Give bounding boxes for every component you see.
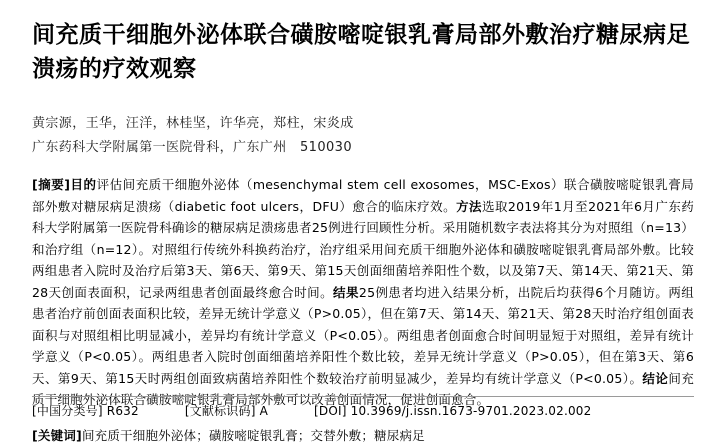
keywords-text: 间充质干细胞外泌体；磺胺嘧啶银乳膏；交替外敷；糖尿病足	[81, 427, 425, 443]
abstract-methods-text: 选取2019年1月至2021年6月广东药科大学附属第一医院骨科确诊的糖尿病足溃疡患者25例进行回顾性分析。采用随机数字表法将其分为对照组（n=13）和治疗组（n=12）。对照组行传统外科换药治疗，治疗组采用间充质干细胞外泌体和磺胺嘧啶银乳膏局部外敷。比较两组患者入院时及治疗后第3天、第6天、第9天、第15天创面细菌培养阳性个数，以及第7天、第14天、第21天、第28天创面表面积，记录两组患者创面最终愈合时间。	[32, 198, 695, 300]
footer-metadata	[32, 396, 694, 420]
doi-label: [DOI]	[314, 404, 347, 418]
document-code	[185, 402, 268, 420]
abstract-conclusion-text: 间充质干细胞外泌体联合磺胺嘧啶银乳膏局部外敷可以改善创面情况，促进创面愈合。	[32, 370, 695, 407]
clc-label: [中国分类号]	[32, 404, 103, 418]
affiliation: 广东药科大学附属第一医院骨科，广东广州 510030	[32, 140, 353, 155]
abstract-results-label: 结果	[333, 284, 359, 300]
author-list: 黄宗源，王华，汪洋，林桂坚，许华亮，郑柱，宋炎成	[32, 116, 354, 131]
doi[interactable]	[314, 402, 591, 420]
doi-value[interactable]: 10.3969/j.issn.1673-9701.2023.02.002	[350, 404, 592, 418]
abstract-section	[32, 174, 694, 411]
abstract-conclusion-label: 结论	[642, 370, 669, 386]
clc-value: R632	[106, 404, 139, 418]
abstract-results-text: 25例患者均进入结果分析，出院后均获得6个月随访。两组患者治疗前创面表面积比较，差异无统计学意义（P>0.05），但在第7天、第14天、第21天、第28天时治疗组创面表面积与对照组相比明显减小，差异均有统计学意义（P<0.05）。两组患者创面愈合时间明显短于对照组，差异有统计学意义（P<0.05）。两组患者入院时创面细菌培养阳性个数比较，差异无统计学意义（P>0.05），但在第3天、第6天、第9天、第15天时两组创面致病菌培养阳性个数较治疗前明显减少，差异均有统计学意义（P<0.05）。	[32, 284, 694, 386]
abstract-objective-text: 评估间充质干细胞外泌体（mesenchymal stem cell exosomes，MSC-Exos）联合磺胺嘧啶银乳膏局部外敷对糖尿病足溃疡（diabetic foot ulcers，DFU）愈合的临床疗效。	[32, 177, 694, 214]
keywords-label: [关键词]	[32, 427, 82, 443]
clc-number	[32, 402, 139, 420]
abstract-label: [摘要]	[32, 177, 71, 192]
document-code-value: A	[259, 404, 269, 418]
document-code-label: [文献标识码]	[184, 404, 256, 418]
page-title: 间充质干细胞外泌体联合磺胺嘧啶银乳膏局部外敷治疗糖尿病足溃疡的疗效观察	[32, 22, 690, 82]
abstract-objective-label: 目的	[70, 177, 97, 192]
abstract-methods-label: 方法	[456, 198, 482, 214]
